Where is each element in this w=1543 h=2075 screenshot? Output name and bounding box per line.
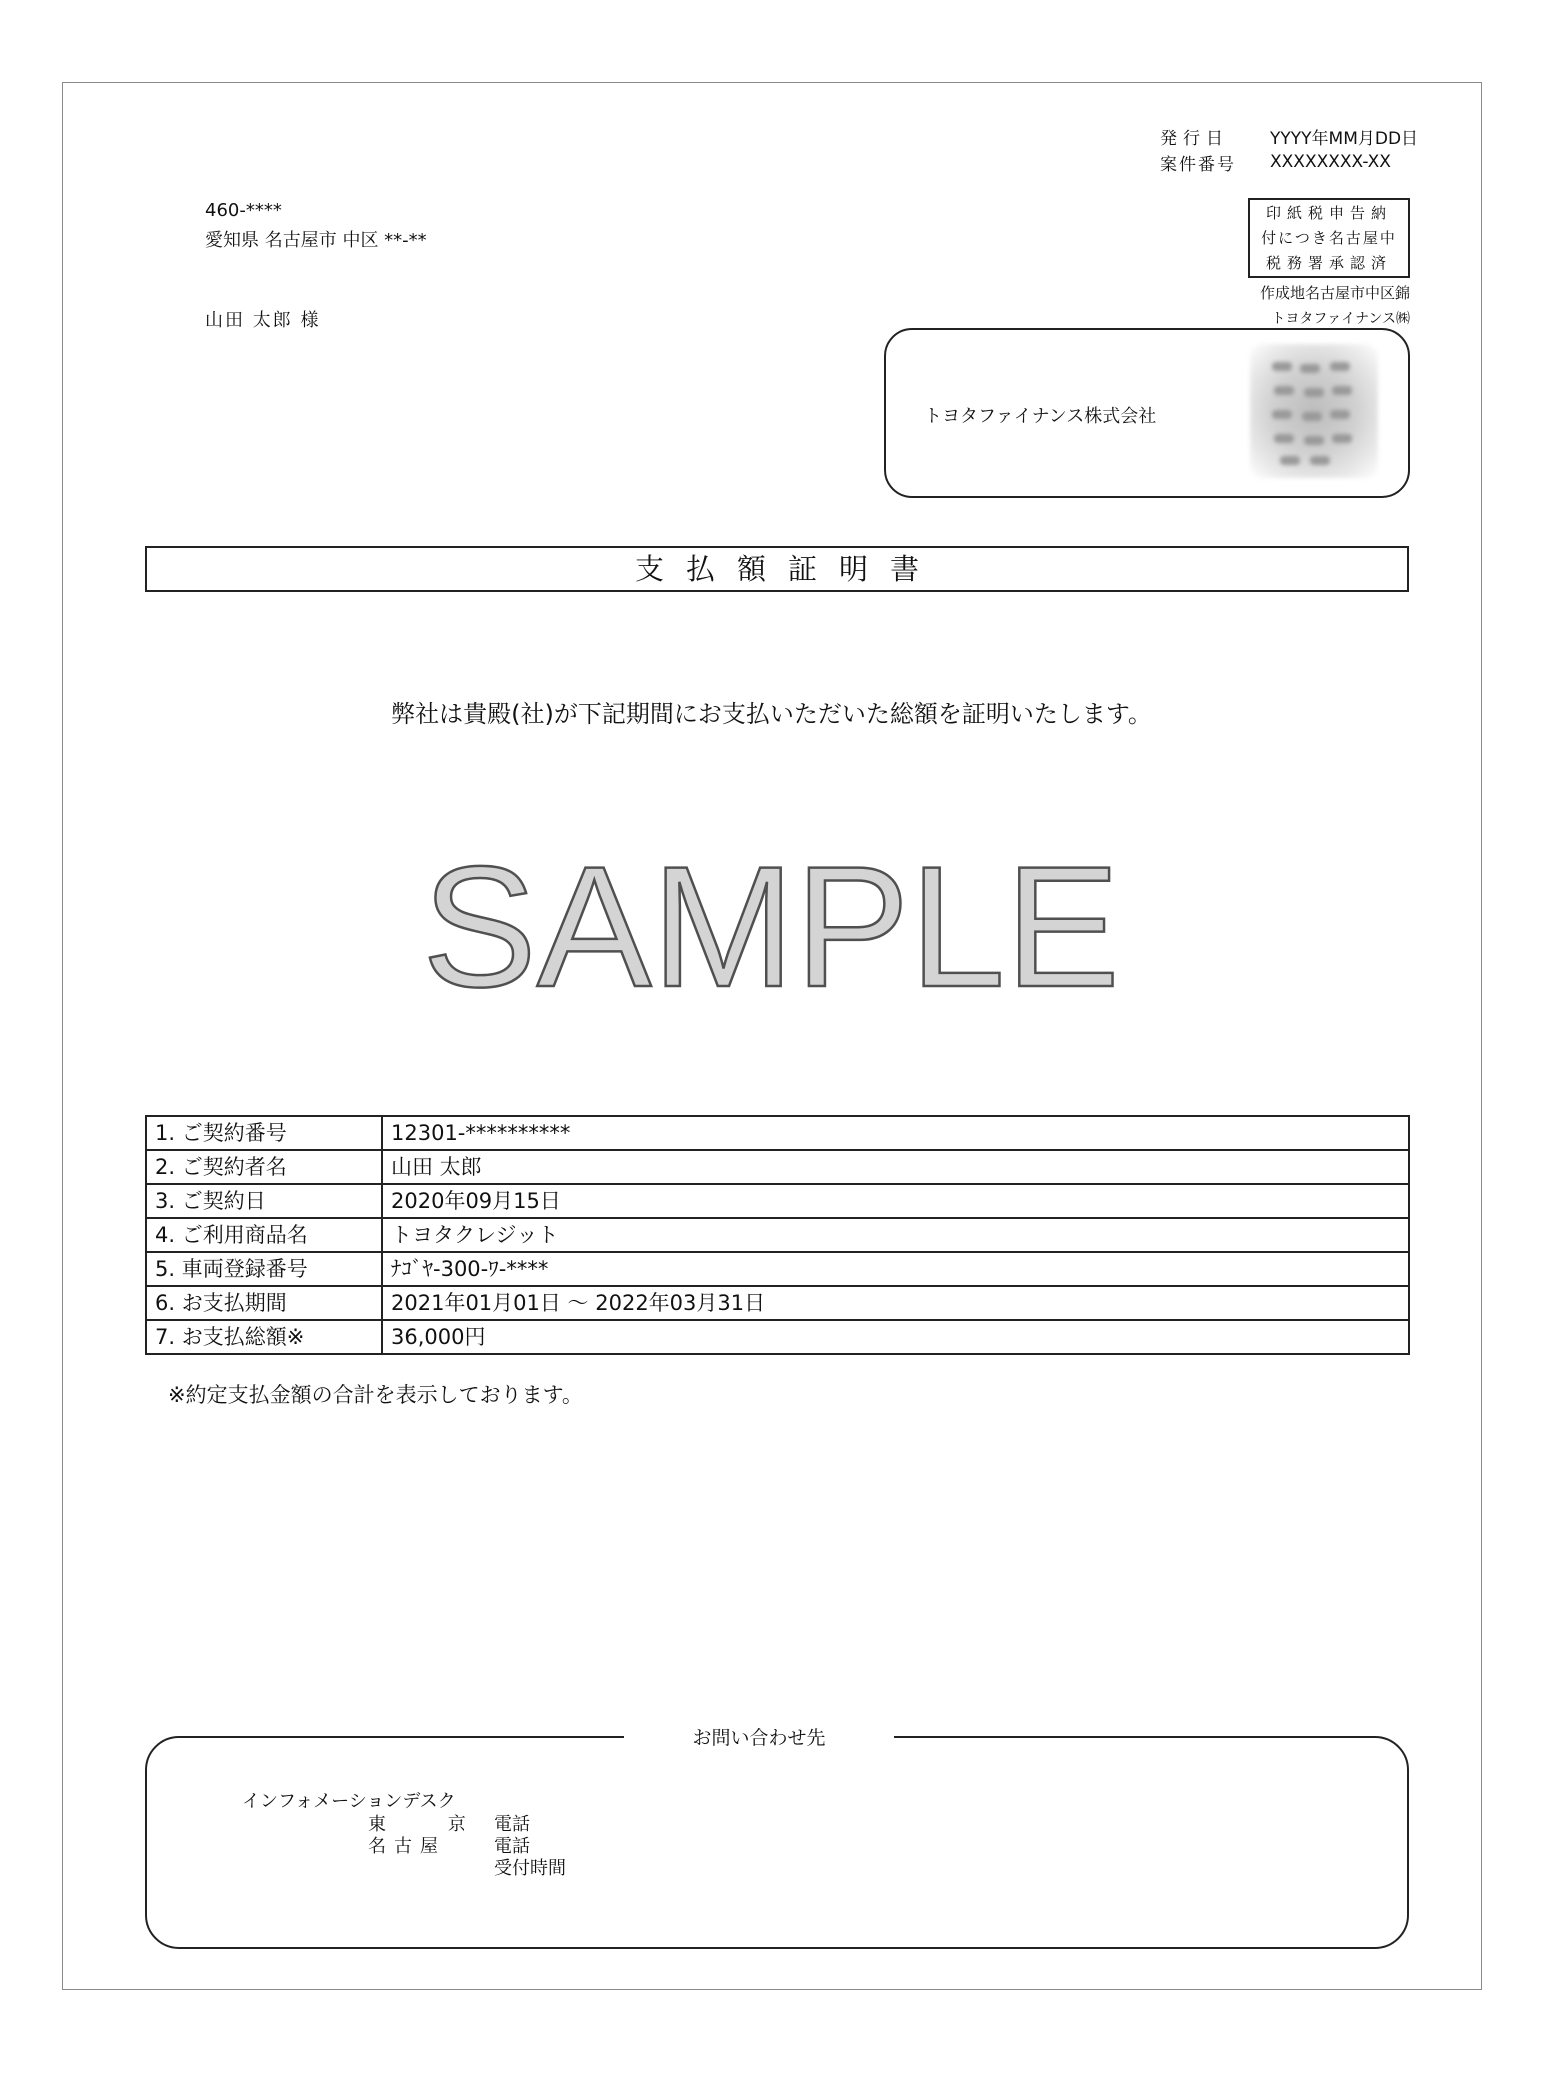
document-title-box xyxy=(145,546,1409,592)
footnote: ※約定支払金額の合計を表示しております。 xyxy=(168,1383,583,1407)
product-name-value: トヨタクレジット xyxy=(382,1218,1409,1252)
payment-total-value: 36,000円 xyxy=(382,1320,1409,1354)
document-title: 支払額証明書 xyxy=(634,552,941,586)
stamp-tax-line-3: 税務署承認済 xyxy=(1265,254,1392,272)
contract-date-value: 2020年09月15日 xyxy=(382,1184,1409,1218)
table-row xyxy=(146,1218,1409,1252)
contract-number-value: 12301-********** xyxy=(382,1116,1409,1150)
information-desk: インフォメーションデスク xyxy=(242,1791,456,1812)
payment-period-value: 2021年01月01日 〜 2022年03月31日 xyxy=(382,1286,1409,1320)
contact-title: お問い合わせ先 xyxy=(624,1723,894,1750)
creation-place: 作成地名古屋市中区錦 xyxy=(1259,284,1410,302)
stamp-tax-line-2: 付につき名古屋中 xyxy=(1261,229,1397,247)
sample-watermark xyxy=(0,838,1543,1008)
vehicle-registration-value: ﾅｺﾞﾔ-300-ﾜ-**** xyxy=(382,1252,1409,1286)
issuer-company-name: トヨタファイナンス株式会社 xyxy=(924,406,1157,427)
recipient-name: 山田 太郎 様 xyxy=(205,310,321,331)
postal-code: 460-**** xyxy=(205,200,282,221)
contractor-name-value: 山田 太郎 xyxy=(382,1150,1409,1184)
contractor-name-label: 2. ご契約者名 xyxy=(146,1150,382,1184)
issue-date-value: YYYY年MM月DD日 xyxy=(1270,129,1419,149)
contract-date-label: 3. ご契約日 xyxy=(146,1184,382,1218)
case-number-label: 案件番号 xyxy=(1160,155,1236,175)
product-name-label: 4. ご利用商品名 xyxy=(146,1218,382,1252)
payment-total-label: 7. お支払総額※ xyxy=(146,1320,382,1354)
table-row xyxy=(146,1252,1409,1286)
sample-watermark-text: SAMPLE xyxy=(422,838,1120,1008)
payment-period-label: 6. お支払期間 xyxy=(146,1286,382,1320)
recipient-address: 愛知県 名古屋市 中区 **-** xyxy=(205,230,427,251)
details-table xyxy=(145,1115,1410,1355)
issue-date-label: 発行日 xyxy=(1160,129,1229,149)
case-number-value: XXXXXXXX-XX xyxy=(1270,152,1391,172)
stamp-tax-box xyxy=(1248,198,1410,278)
nagoya-label: 名古屋 xyxy=(368,1836,446,1857)
contract-number-label: 1. ご契約番号 xyxy=(146,1116,382,1150)
tokyo-phone-label: 電話 xyxy=(494,1814,530,1835)
tokyo-label: 東 京 xyxy=(368,1814,494,1835)
company-seal xyxy=(1250,344,1378,478)
issuer-short-name: トヨタファイナンス㈱ xyxy=(1271,311,1410,327)
stamp-tax-line-1: 印紙税申告納 xyxy=(1265,204,1392,222)
table-row xyxy=(146,1116,1409,1150)
table-row xyxy=(146,1150,1409,1184)
nagoya-phone-label: 電話 xyxy=(494,1836,530,1857)
reception-hours-label: 受付時間 xyxy=(494,1858,566,1879)
table-row xyxy=(146,1320,1409,1354)
table-row xyxy=(146,1286,1409,1320)
contact-box xyxy=(145,1736,1409,1949)
certification-statement: 弊社は貴殿(社)が下記期間にお支払いただいた総額を証明いたします。 xyxy=(391,700,1152,728)
vehicle-registration-label: 5. 車両登録番号 xyxy=(146,1252,382,1286)
table-row xyxy=(146,1184,1409,1218)
